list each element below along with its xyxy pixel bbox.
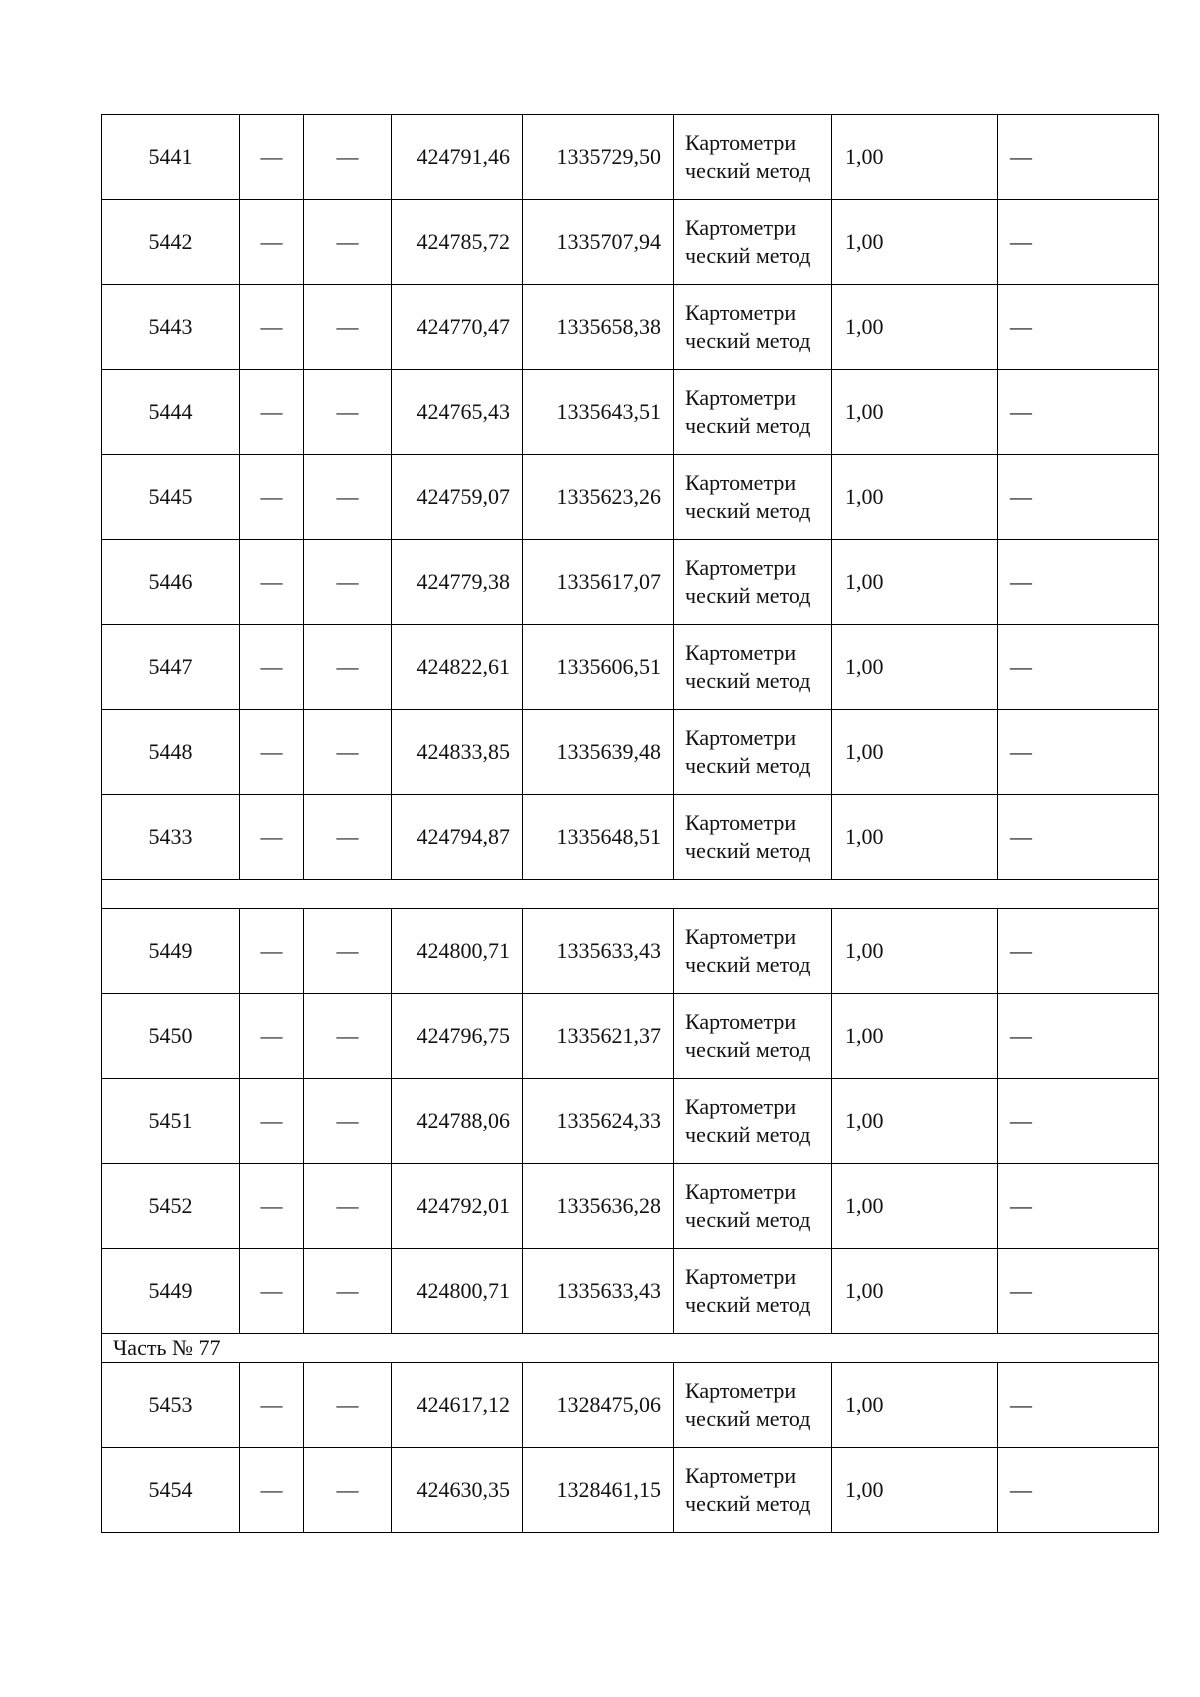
accuracy-cell: 1,00: [832, 285, 998, 370]
accuracy-cell: 1,00: [832, 455, 998, 540]
accuracy-cell: 1,00: [832, 710, 998, 795]
accuracy-cell: 1,00: [832, 540, 998, 625]
method-cell: Картометри ческий метод: [674, 1079, 832, 1164]
old-x-cell: —: [240, 1079, 304, 1164]
old-x-cell: —: [240, 115, 304, 200]
table-row: [102, 1363, 1159, 1448]
y-coordinate-cell: 1335621,37: [523, 994, 674, 1079]
x-coordinate-cell: 424796,75: [392, 994, 523, 1079]
method-cell: Картометри ческий метод: [674, 795, 832, 880]
old-y-cell: —: [304, 370, 392, 455]
x-coordinate-cell: 424792,01: [392, 1164, 523, 1249]
method-cell: Картометри ческий метод: [674, 625, 832, 710]
method-cell: Картометри ческий метод: [674, 1448, 832, 1533]
accuracy-cell: 1,00: [832, 795, 998, 880]
old-x-cell: —: [240, 1249, 304, 1334]
point-number-cell: 5449: [102, 909, 240, 994]
x-coordinate-cell: 424800,71: [392, 1249, 523, 1334]
accuracy-cell: 1,00: [832, 994, 998, 1079]
table-row: [102, 1249, 1159, 1334]
point-number-cell: 5447: [102, 625, 240, 710]
x-coordinate-cell: 424788,06: [392, 1079, 523, 1164]
table-row: [102, 710, 1159, 795]
x-coordinate-cell: 424794,87: [392, 795, 523, 880]
old-y-cell: —: [304, 1079, 392, 1164]
old-x-cell: —: [240, 455, 304, 540]
point-number-cell: 5433: [102, 795, 240, 880]
description-cell: —: [998, 625, 1159, 710]
table-row: [102, 285, 1159, 370]
x-coordinate-cell: 424833,85: [392, 710, 523, 795]
table-row: [102, 370, 1159, 455]
point-number-cell: 5454: [102, 1448, 240, 1533]
x-coordinate-cell: 424779,38: [392, 540, 523, 625]
point-number-cell: 5443: [102, 285, 240, 370]
y-coordinate-cell: 1335639,48: [523, 710, 674, 795]
y-coordinate-cell: 1335643,51: [523, 370, 674, 455]
old-x-cell: —: [240, 994, 304, 1079]
description-cell: —: [998, 1363, 1159, 1448]
y-coordinate-cell: 1335729,50: [523, 115, 674, 200]
x-coordinate-cell: 424770,47: [392, 285, 523, 370]
description-cell: —: [998, 710, 1159, 795]
accuracy-cell: 1,00: [832, 115, 998, 200]
old-x-cell: —: [240, 710, 304, 795]
old-x-cell: —: [240, 1448, 304, 1533]
description-cell: —: [998, 1249, 1159, 1334]
old-y-cell: —: [304, 1363, 392, 1448]
method-cell: Картометри ческий метод: [674, 994, 832, 1079]
description-cell: —: [998, 1079, 1159, 1164]
old-x-cell: —: [240, 795, 304, 880]
description-cell: —: [998, 540, 1159, 625]
description-cell: —: [998, 909, 1159, 994]
x-coordinate-cell: 424822,61: [392, 625, 523, 710]
old-y-cell: —: [304, 625, 392, 710]
point-number-cell: 5441: [102, 115, 240, 200]
method-cell: Картометри ческий метод: [674, 909, 832, 994]
method-cell: Картометри ческий метод: [674, 710, 832, 795]
table-row: [102, 1448, 1159, 1533]
x-coordinate-cell: 424785,72: [392, 200, 523, 285]
y-coordinate-cell: 1328461,15: [523, 1448, 674, 1533]
method-cell: Картометри ческий метод: [674, 285, 832, 370]
x-coordinate-cell: 424800,71: [392, 909, 523, 994]
old-y-cell: —: [304, 1448, 392, 1533]
accuracy-cell: 1,00: [832, 200, 998, 285]
y-coordinate-cell: 1335658,38: [523, 285, 674, 370]
accuracy-cell: 1,00: [832, 1164, 998, 1249]
y-coordinate-cell: 1335707,94: [523, 200, 674, 285]
point-number-cell: 5446: [102, 540, 240, 625]
point-number-cell: 5448: [102, 710, 240, 795]
table-row: [102, 115, 1159, 200]
table-row: [102, 540, 1159, 625]
y-coordinate-cell: 1335633,43: [523, 909, 674, 994]
y-coordinate-cell: 1335624,33: [523, 1079, 674, 1164]
table-row: [102, 994, 1159, 1079]
x-coordinate-cell: 424791,46: [392, 115, 523, 200]
accuracy-cell: 1,00: [832, 625, 998, 710]
old-x-cell: —: [240, 1363, 304, 1448]
old-y-cell: —: [304, 909, 392, 994]
method-cell: Картометри ческий метод: [674, 455, 832, 540]
accuracy-cell: 1,00: [832, 1363, 998, 1448]
y-coordinate-cell: 1335633,43: [523, 1249, 674, 1334]
old-y-cell: —: [304, 285, 392, 370]
table-row: [102, 625, 1159, 710]
old-x-cell: —: [240, 1164, 304, 1249]
description-cell: —: [998, 115, 1159, 200]
y-coordinate-cell: 1335606,51: [523, 625, 674, 710]
table-row: [102, 909, 1159, 994]
description-cell: —: [998, 1164, 1159, 1249]
accuracy-cell: 1,00: [832, 1079, 998, 1164]
old-y-cell: —: [304, 1164, 392, 1249]
y-coordinate-cell: 1335623,26: [523, 455, 674, 540]
old-y-cell: —: [304, 994, 392, 1079]
section-header-row: [102, 1334, 1159, 1363]
method-cell: Картометри ческий метод: [674, 370, 832, 455]
description-cell: —: [998, 795, 1159, 880]
accuracy-cell: 1,00: [832, 909, 998, 994]
table-row: [102, 1164, 1159, 1249]
point-number-cell: 5449: [102, 1249, 240, 1334]
old-y-cell: —: [304, 710, 392, 795]
table-row: [102, 455, 1159, 540]
accuracy-cell: 1,00: [832, 1249, 998, 1334]
y-coordinate-cell: 1335617,07: [523, 540, 674, 625]
point-number-cell: 5445: [102, 455, 240, 540]
old-x-cell: —: [240, 625, 304, 710]
table-row: [102, 200, 1159, 285]
table-row: [102, 1079, 1159, 1164]
old-y-cell: —: [304, 200, 392, 285]
method-cell: Картометри ческий метод: [674, 1363, 832, 1448]
old-x-cell: —: [240, 909, 304, 994]
description-cell: —: [998, 200, 1159, 285]
method-cell: Картометри ческий метод: [674, 1164, 832, 1249]
x-coordinate-cell: 424759,07: [392, 455, 523, 540]
section-title: Часть № 77: [102, 1334, 1159, 1363]
description-cell: —: [998, 455, 1159, 540]
method-cell: Картометри ческий метод: [674, 200, 832, 285]
section-title: [102, 880, 1159, 909]
point-number-cell: 5453: [102, 1363, 240, 1448]
old-y-cell: —: [304, 115, 392, 200]
section-header-row: [102, 880, 1159, 909]
point-number-cell: 5451: [102, 1079, 240, 1164]
x-coordinate-cell: 424617,12: [392, 1363, 523, 1448]
method-cell: Картометри ческий метод: [674, 1249, 832, 1334]
accuracy-cell: 1,00: [832, 1448, 998, 1533]
x-coordinate-cell: 424630,35: [392, 1448, 523, 1533]
point-number-cell: 5450: [102, 994, 240, 1079]
coordinates-table: [101, 114, 1159, 1533]
description-cell: —: [998, 994, 1159, 1079]
y-coordinate-cell: 1335648,51: [523, 795, 674, 880]
description-cell: —: [998, 370, 1159, 455]
old-x-cell: —: [240, 200, 304, 285]
accuracy-cell: 1,00: [832, 370, 998, 455]
description-cell: —: [998, 285, 1159, 370]
old-x-cell: —: [240, 285, 304, 370]
old-y-cell: —: [304, 795, 392, 880]
old-y-cell: —: [304, 540, 392, 625]
point-number-cell: 5442: [102, 200, 240, 285]
old-x-cell: —: [240, 370, 304, 455]
old-y-cell: —: [304, 455, 392, 540]
old-y-cell: —: [304, 1249, 392, 1334]
old-x-cell: —: [240, 540, 304, 625]
x-coordinate-cell: 424765,43: [392, 370, 523, 455]
table-row: [102, 795, 1159, 880]
y-coordinate-cell: 1328475,06: [523, 1363, 674, 1448]
point-number-cell: 5452: [102, 1164, 240, 1249]
method-cell: Картометри ческий метод: [674, 115, 832, 200]
description-cell: —: [998, 1448, 1159, 1533]
point-number-cell: 5444: [102, 370, 240, 455]
method-cell: Картометри ческий метод: [674, 540, 832, 625]
y-coordinate-cell: 1335636,28: [523, 1164, 674, 1249]
